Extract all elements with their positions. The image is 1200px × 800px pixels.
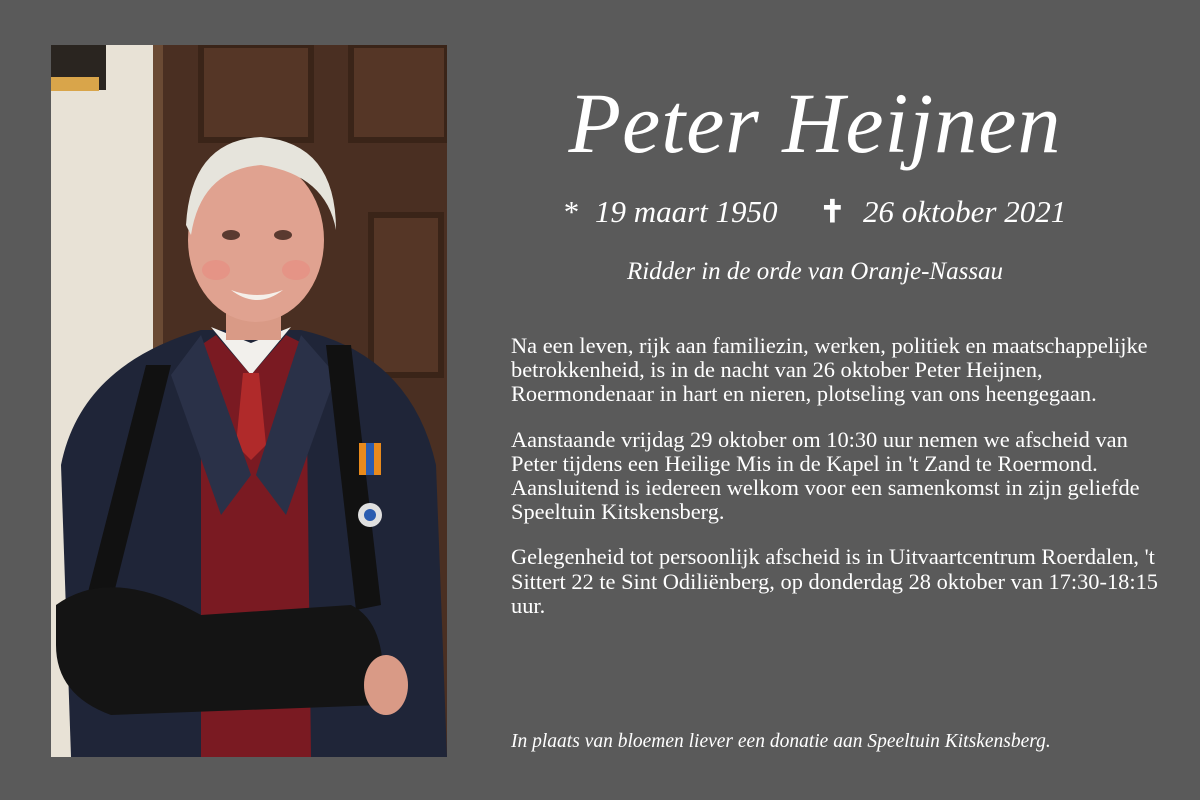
portrait-photo <box>51 45 447 757</box>
paragraph-mass: Aanstaande vrijdag 29 oktober om 10:30 uur nemen we afscheid van Peter tijdens een Heilige Mis in de Kapel in 't Zand te Roermond. Aansluitend is iedereen welkom voor een samenkomst in zijn geliefde Speeltuin Kitskensberg. <box>511 426 1140 525</box>
birth-date: 19 maart 1950 <box>594 194 778 229</box>
paragraph-viewing: Gelegenheid tot persoonlijk afscheid is in Uitvaartcentrum Roerdalen, 't Sittert 22 te Sint Odiliënberg, op donderdag 28 oktober van 17:30-18:15 uur. <box>511 544 1158 618</box>
portrait-illustration <box>51 45 447 757</box>
life-dates <box>480 190 1150 234</box>
honor-title: Ridder in de orde van Oranje-Nassau <box>626 258 1004 285</box>
paragraph-passing: Na een leven, rijk aan familiezin, werken, politiek en maatschappelijke betrokkenheid, is in de nacht van 26 oktober Peter Heijnen, Roermondenaar in hart en nieren, plotseling van ons heengegaan. <box>511 333 1148 407</box>
death-date: 26 oktober 2021 <box>863 194 1067 229</box>
deceased-name: Peter Heijnen <box>568 75 1062 171</box>
cross-icon: ✝ <box>819 194 846 229</box>
birth-symbol: * <box>563 194 580 229</box>
donation-note: In plaats van bloemen liever een donatie aan Speeltuin Kitskensberg. <box>511 731 1051 752</box>
announcement-text <box>511 334 1171 639</box>
